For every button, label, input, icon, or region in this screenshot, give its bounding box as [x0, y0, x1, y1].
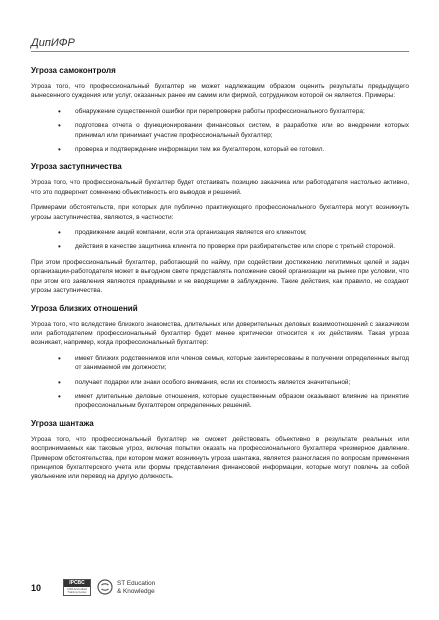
section-intimidation — [31, 419, 409, 482]
list-item: • имеет длительные деловые отношения, которые существенным образом оказывают влияние на принятие профессиональным бухгалтером определенных решений. — [31, 392, 409, 411]
list-item: • получает подарки или знаки особого внимания, если их стоимость является значительной; — [31, 378, 409, 387]
running-header-title: ДипИФР — [31, 37, 75, 49]
header-divider — [31, 51, 409, 52]
section-intro: Угроза того, что профессиональный бухгалтер не может надлежащим образом оценить результаты предыдущего вынесенного суждения или услуг, оказанных ранее им самим или фирмой, сотрудником которой он является. Примеры: — [31, 83, 409, 100]
brand-line-1: ST Education — [117, 580, 156, 587]
partner-logo-mark: IPCBC — [64, 580, 90, 587]
section-advocacy — [31, 162, 409, 295]
partner-logo — [63, 579, 91, 596]
page-content — [31, 66, 409, 490]
section-heading: Угроза самоконтроля — [31, 66, 116, 75]
section-heading: Угроза заступничества — [31, 162, 122, 172]
brand-line-2: & Knowledge — [117, 587, 155, 595]
brand-name — [117, 580, 155, 595]
bullet-list — [31, 107, 409, 155]
section-intro: Угроза того, что профессиональный бухгалтер не сможет действовать объективно в результате реальных или воспринимаемых как таковые угроз, включая попытки оказать на профессионального бухгалтера чрезмерное давление. Примером обстоятельства, при котором может возникнуть угроза шантажа, является разногласия по вопросам применения принципов бухгалтерского учета или формы представления финансовой информации, которые могут повлечь за собой увольнение или перевод на другую должность. — [31, 435, 409, 481]
list-item: • действия в качестве защитника клиента по проверке при разбирательстве или споре с третьей стороной. — [31, 242, 409, 251]
bullet-list — [31, 228, 409, 252]
page-number: 10 — [31, 583, 42, 593]
section-intro: Угроза того, что вследствие близкого знакомства, длительных или доверительных деловых взаимоотношений с заказчиком или работодателем профессиональный бухгалтер будет менее критически относится к их действиям. Такая угроза возникает, например, когда профессиональный бухгалтер: — [31, 320, 409, 347]
section-familiarity — [31, 304, 409, 411]
partner-logo-caption: CIPA Accredited Training Center — [66, 587, 87, 595]
list-item: • проверка и подтверждение информации тем же бухгалтером, который ее готовил. — [31, 145, 409, 154]
st-education-logo-icon — [97, 579, 113, 595]
list-item: • подготовка отчета о функционировании финансовых систем, в разработке или во внедрении которых принимал или принимает участие профессиональный бухгалтер; — [31, 121, 409, 140]
list-item: • имеет близких родственников или членов семьи, которые заинтересованы в получении определенных выгод от занимаемой им должности; — [31, 354, 409, 373]
list-item: • продвижение акций компании, если эта организация является его клиентом; — [31, 228, 409, 237]
section-outro: При этом профессиональный бухгалтер, работающий по найму, при содействии достижению легитимных целей и задач организации-работодателя может в выгодном свете представлять положение своей организации на рынке при условии, что при этом его заявления являются правдивыми и не вводящими в заблуждение. Такие действия, как правило, не создают угрозы заступничества. — [31, 258, 409, 295]
section-intro-2: Примерами обстоятельств, при которых для публично практикующего профессионального бухгалтера могут возникнуть угрозы заступничества, являются, в частности: — [31, 204, 409, 221]
page-footer — [31, 576, 409, 600]
section-self-review — [31, 66, 409, 154]
section-intro: Угроза того, что профессиональный бухгалтер будет отстаивать позицию заказчика или работодателя настолько активно, что это подвергнет сомнению объективность его выводов и решений. — [31, 179, 409, 196]
section-heading: Угроза близких отношений — [31, 303, 138, 313]
section-heading: Угроза шантажа — [31, 418, 94, 428]
list-item: • обнаружение существенной ошибки при перепроверке работы профессионального бухгалтера; — [31, 107, 409, 116]
bullet-list — [31, 354, 409, 411]
